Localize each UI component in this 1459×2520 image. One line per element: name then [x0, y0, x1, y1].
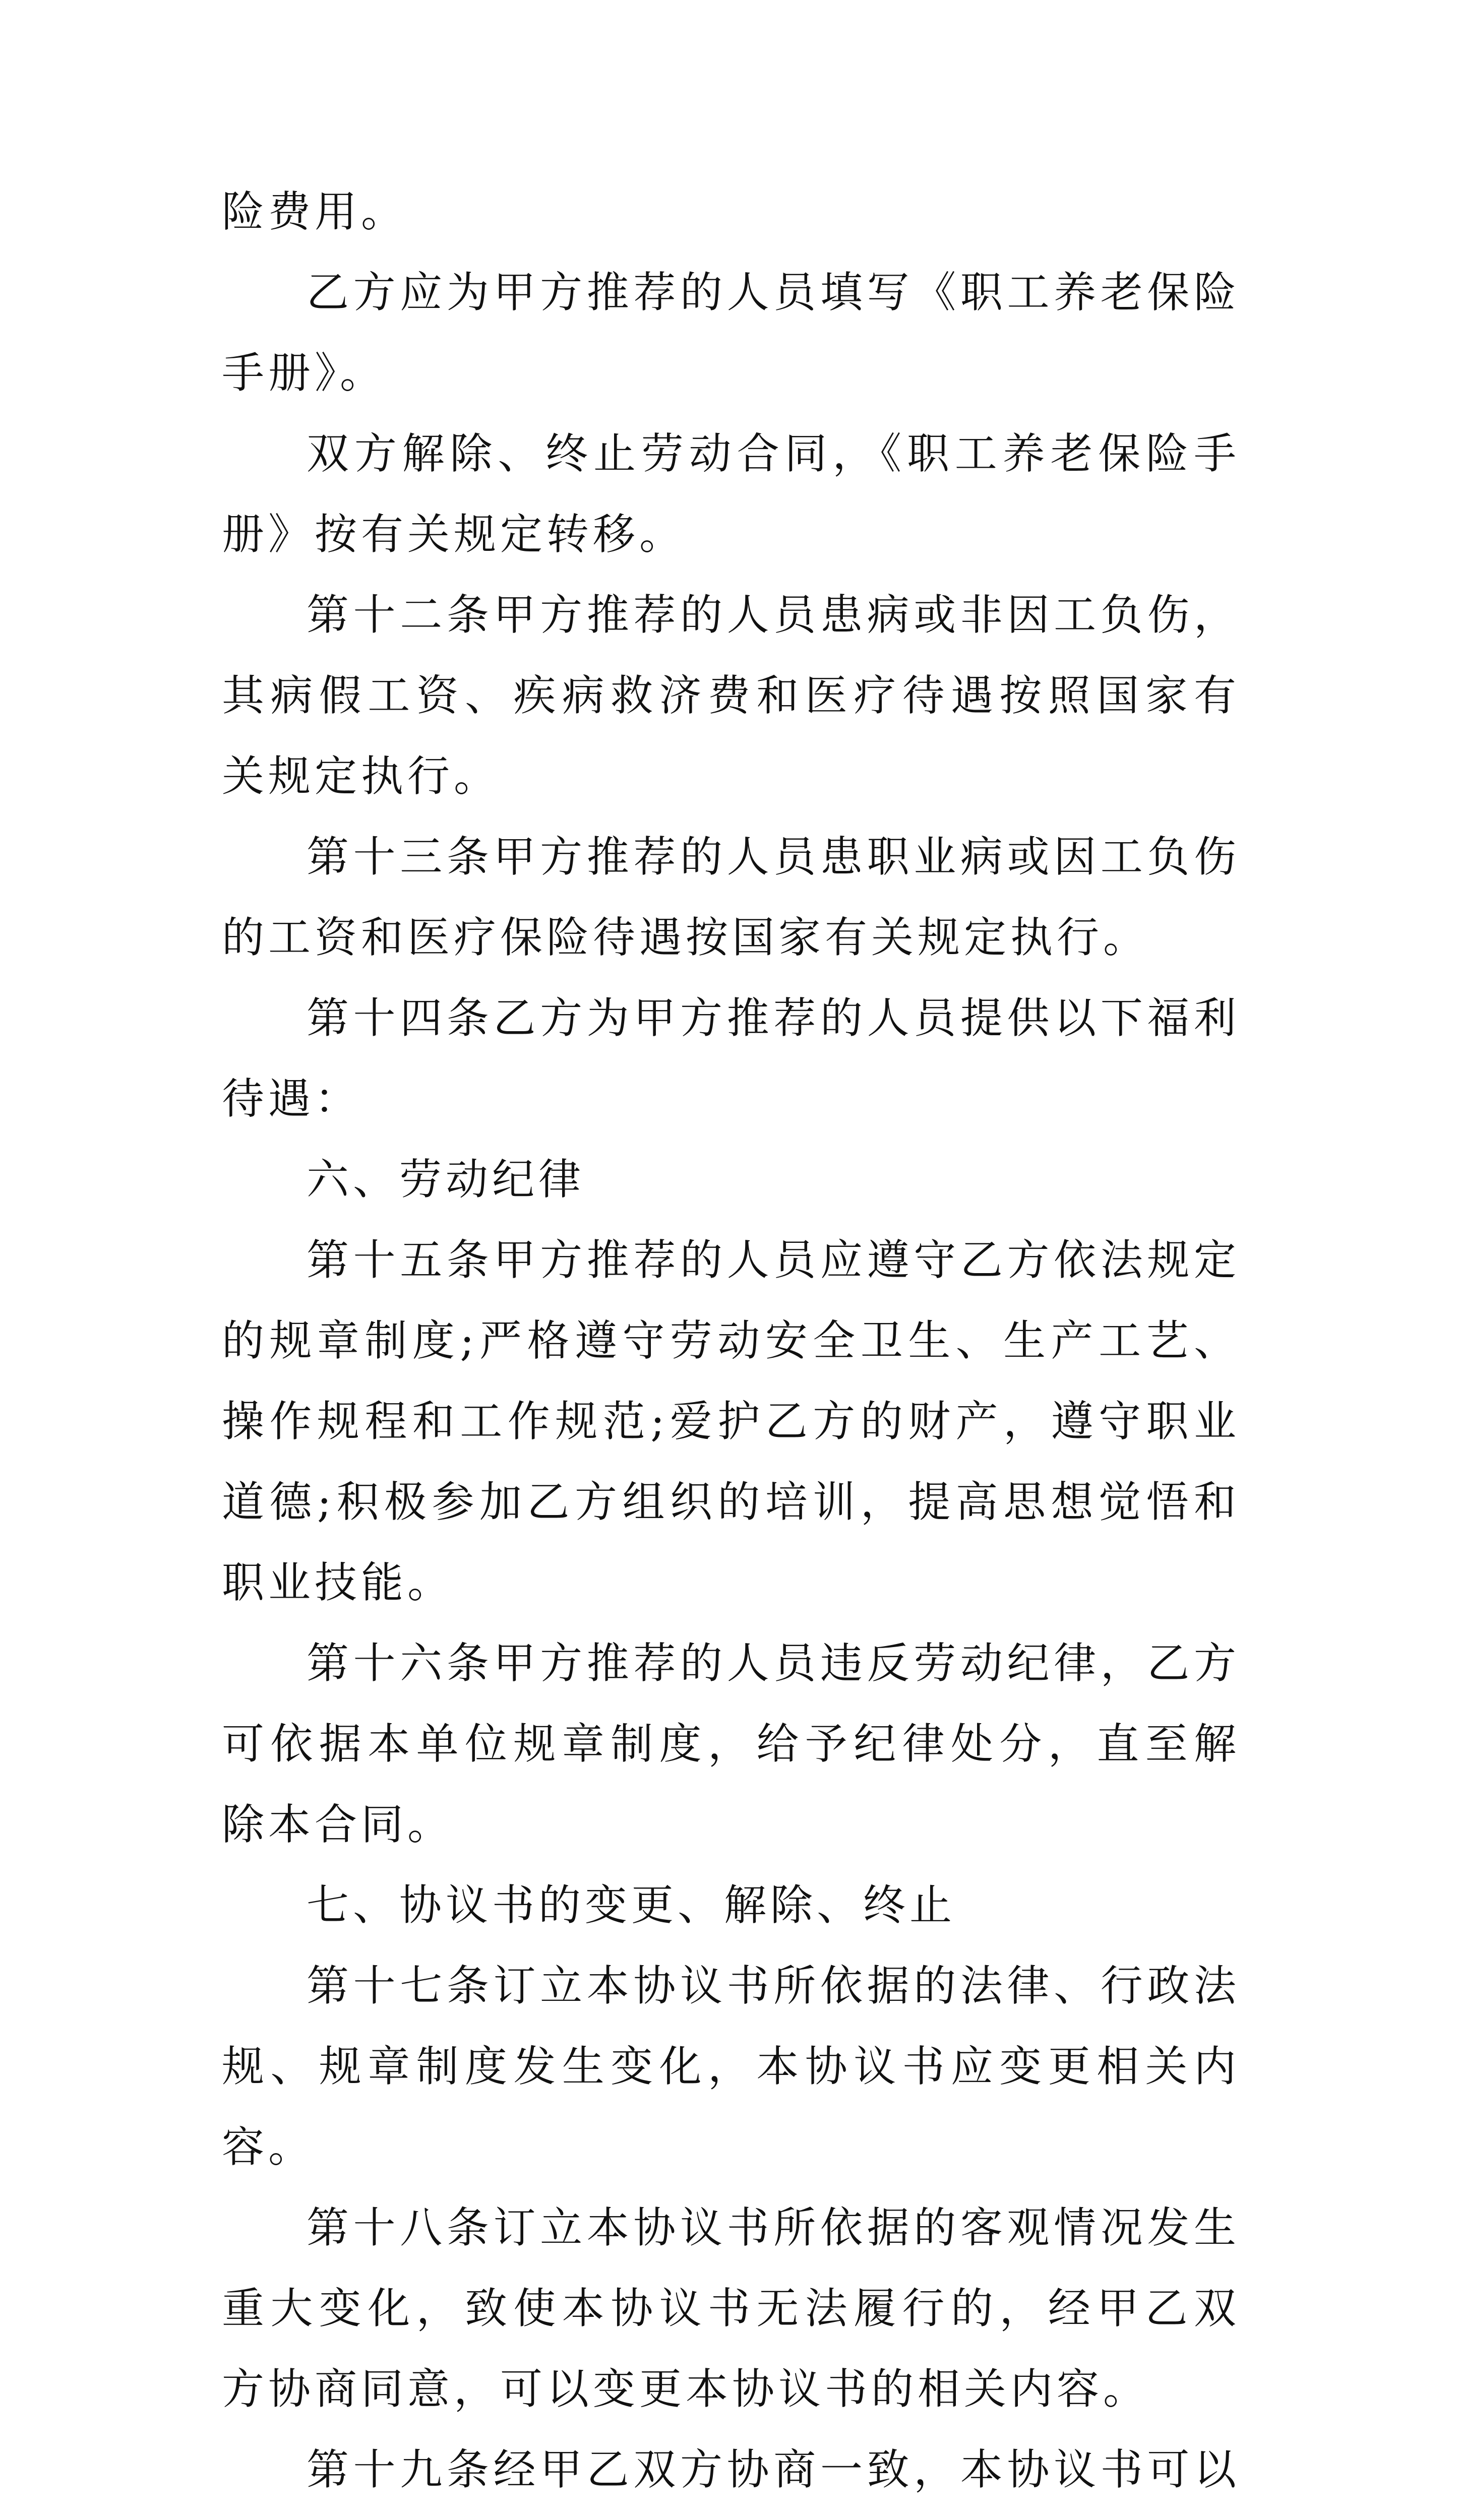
clause-12: 第十二条甲方推荐的人员患病或非因工负伤，其病假工资、疾病救济费和医疗待遇按照国家有关规定执行。	[222, 590, 1240, 801]
document-body	[222, 171, 1240, 2520]
clause-19: 第十九条经甲乙双方协商一致，本协议书可以	[307, 2445, 1240, 2494]
clause-13: 第十三条甲方推荐的人员患职业病或因工负伤的工资和医疗保险待遇按国家有关规定执行。	[222, 832, 1240, 962]
clause-18: 第十八条订立本协议书所依据的客观情况发生重大变化，致使本协议书无法履行的，经甲乙双方协商同意，可以变更本协议书的相关内容。	[222, 2203, 1240, 2414]
section-heading-labor-discipline: 六、劳动纪律	[307, 1155, 585, 1204]
clause-17: 第十七条订立本协议书所依据的法律、行政法规、规章制度发生变化，本协议书应变更相关内容。	[222, 1961, 1240, 2172]
section-heading-agreement-changes: 七、协议书的变更、解除、终止	[307, 1880, 956, 1930]
clause-15: 第十五条甲方推荐的人员应遵守乙方依法规定的规章制度;严格遵守劳动安全卫生、生产工艺、操作规程和工作规范;爱护乙方的财产，遵守职业道德;积极参加乙方组织的培训，提高思想觉悟和职业技能。	[222, 1235, 1240, 1607]
paragraph: 乙方应为甲方推荐的人员填写《职工养老保险手册》。	[222, 268, 1240, 398]
clause-16: 第十六条甲方推荐的人员违反劳动纪律，乙方可依据本单位规章制度，给予纪律处分，直至解除本合同。	[222, 1639, 1240, 1849]
clause-14: 第十四条乙方为甲方推荐的人员提供以下福利待遇：	[222, 993, 1240, 1123]
paragraph: 双方解除、终止劳动合同，《职工养老保险手册》按有关规定转移。	[222, 429, 1240, 559]
paragraph: 险费用。	[222, 187, 408, 236]
